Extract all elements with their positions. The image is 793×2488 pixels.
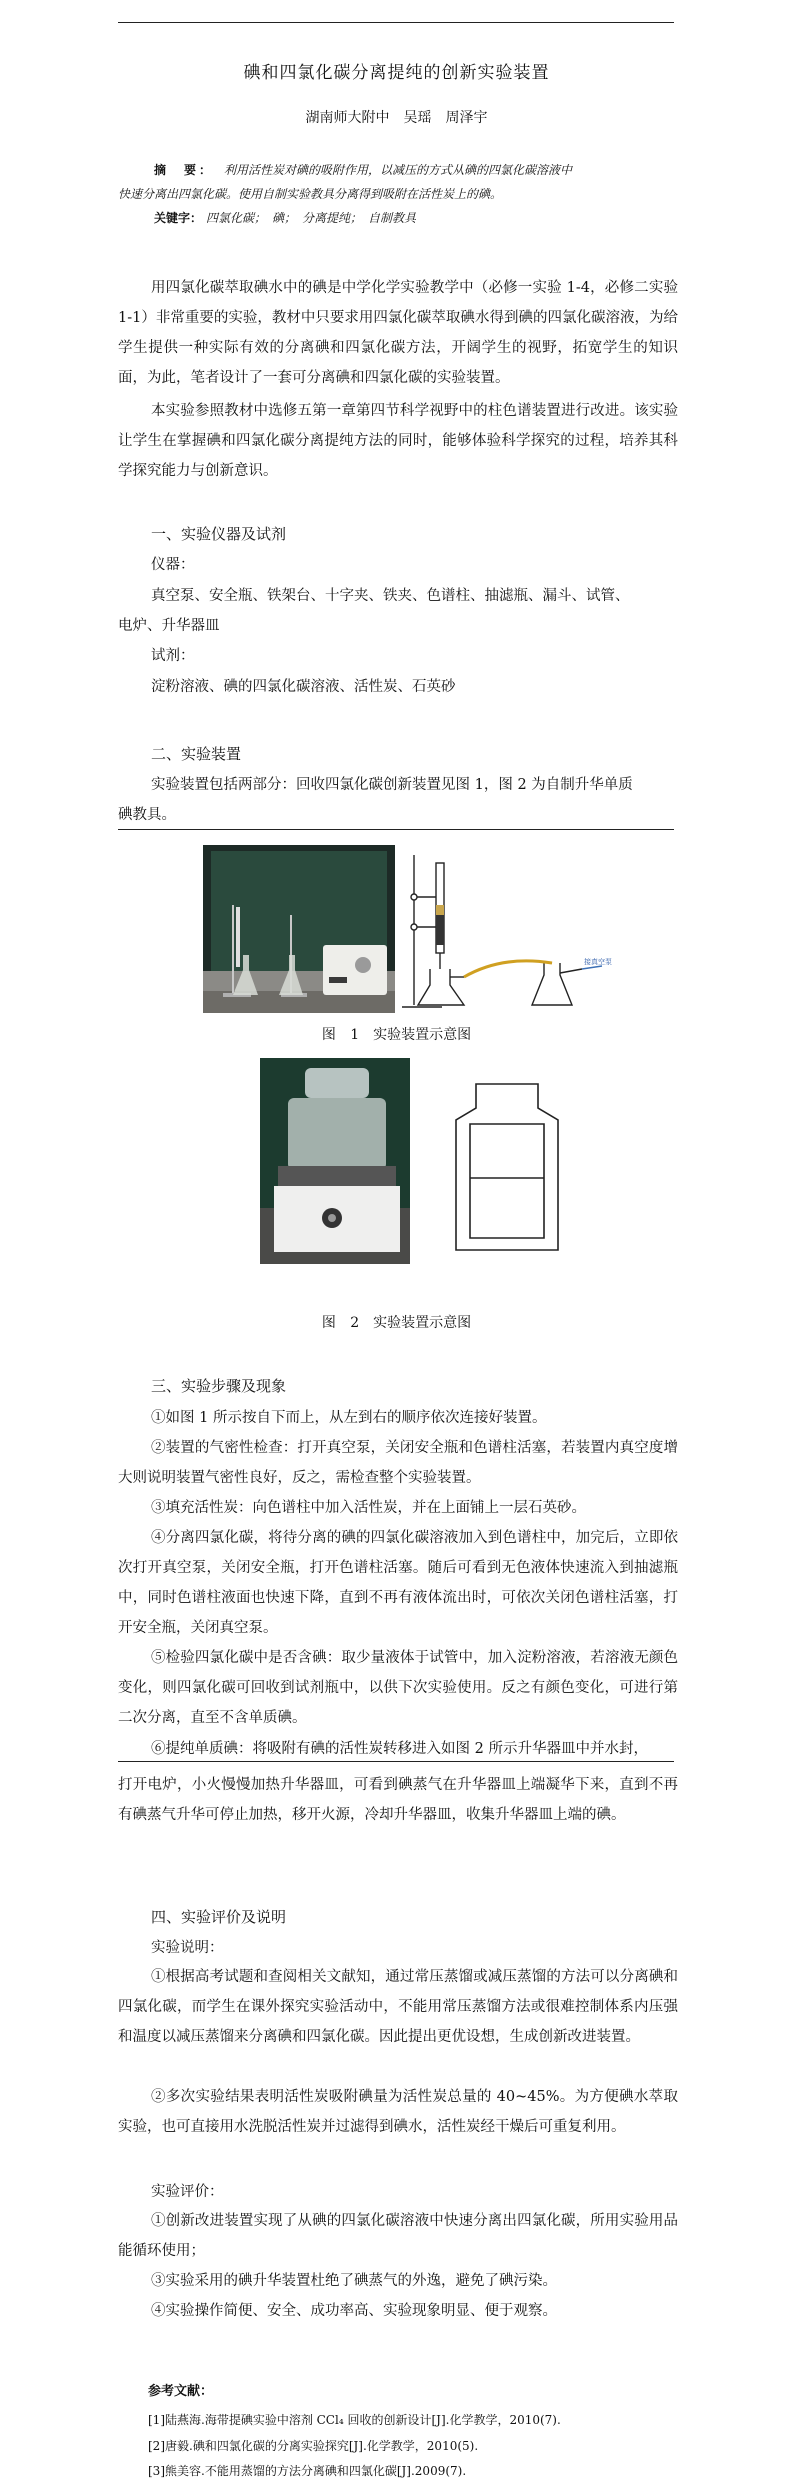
divider bbox=[118, 829, 674, 830]
notes-label: 实验说明： bbox=[151, 1940, 224, 1956]
instruments-label: 仪器： bbox=[151, 557, 195, 573]
evaluation-2: ③实验采用的碘升华装置杜绝了碘蒸气的外逸，避免了碘污染。 bbox=[151, 2273, 557, 2289]
step-1: ①如图 1 所示按自下而上，从左到右的顺序依次连接好装置。 bbox=[151, 1410, 547, 1426]
note-1: ①根据高考试题和查阅相关文献知，通过常压蒸馏或减压蒸馏的方法可以分离碘和四氯化碳，而学生在课外探究实验活动中，不能用常压蒸馏方法或很难控制体系内压强和温度以减压蒸馏来分离碘和四氯化碳。因此提出更优设想，生成创新改进装置。 bbox=[118, 1969, 678, 2045]
authors-line: 湖南师大附中 吴瑶 周泽宇 bbox=[305, 110, 488, 126]
reference-2: [2]唐毅.碘和四氯化碳的分离实验探究[J].化学教学，2010(5). bbox=[148, 2439, 479, 2453]
top-rule bbox=[118, 22, 674, 23]
apparatus-diagram bbox=[402, 845, 624, 1017]
reagents-label: 试剂： bbox=[151, 648, 195, 664]
evaluation-3: ④实验操作简便、安全、成功率高、实验现象明显、便于观察。 bbox=[151, 2303, 557, 2319]
abstract-line-2: 快速分离出四氯化碳。使用自制实验教具分离得到吸附在活性炭上的碘。 bbox=[118, 187, 503, 201]
instruments-line-2: 电炉、升华器皿 bbox=[118, 618, 220, 634]
sublimation-photo bbox=[260, 1058, 410, 1264]
apparatus-line-2: 碘教具。 bbox=[118, 807, 176, 823]
note-2: ②多次实验结果表明活性炭吸附碘量为活性炭总量的 40~45%。为方便碘水萃取实验，也可直接用水洗脱活性炭并过滤得到碘水，活性炭经干燥后可重复利用。 bbox=[118, 2089, 678, 2135]
figure-2-caption: 图 2 实验装置示意图 bbox=[321, 1315, 472, 1331]
evaluation-1: ①创新改进装置实现了从碘的四氯化碳溶液中快速分离出四氯化碳，所用实验用品能循环使用； bbox=[118, 2213, 678, 2259]
reference-3: [3]熊美容.不能用蒸馏的方法分离碘和四氯化碳[J].2009(7). bbox=[148, 2464, 467, 2478]
abstract bbox=[118, 158, 674, 230]
intro-paragraph-2: 本实验参照教材中选修五第一章第四节科学视野中的柱色谱装置进行改进。该实验让学生在掌握碘和四氯化碳分离提纯方法的同时，能够体验科学探究的过程，培养其科学探究能力与创新意识。 bbox=[118, 403, 678, 479]
figure-1-photo bbox=[203, 845, 395, 1013]
step-4: ④分离四氯化碳，将待分离的碘的四氯化碳溶液加入到色谱柱中，加完后，立即依次打开真空泵，关闭安全瓶，打开色谱柱活塞。随后可看到无色液体快速流入到抽滤瓶中，同时色谱柱液面也快速下降，直到不再有液体流出时，可依次关闭色谱柱活塞，打开安全瓶，关闭真空泵。 bbox=[118, 1530, 678, 1636]
abstract-line-1: 利用活性炭对碘的吸附作用，以减压的方式从碘的四氯化碳溶液中 bbox=[224, 163, 573, 177]
step-2: ②装置的气密性检查：打开真空泵，关闭安全瓶和色谱柱活塞，若装置内真空度增大则说明装置气密性良好，反之，需检查整个实验装置。 bbox=[118, 1440, 678, 1486]
figure-2-diagram bbox=[448, 1078, 568, 1258]
section-1-heading: 一、实验仪器及试剂 bbox=[151, 525, 287, 543]
instruments-line-1: 真空泵、安全瓶、铁架台、十字夹、铁夹、色谱柱、抽滤瓶、漏斗、试管、 bbox=[151, 588, 630, 604]
sublimation-diagram bbox=[448, 1078, 568, 1258]
divider-2 bbox=[118, 1761, 674, 1762]
references-heading: 参考文献： bbox=[148, 2384, 214, 2399]
abstract-label: 摘 要： bbox=[154, 163, 215, 177]
reagents-list: 淀粉溶液、碘的四氯化碳溶液、活性炭、石英砂 bbox=[151, 679, 456, 695]
step-6-continued: 打开电炉，小火慢慢加热升华器皿，可看到碘蒸气在升华器皿上端凝华下来，直到不再有碘蒸气升华可停止加热，移开火源，冷却升华器皿，收集升华器皿上端的碘。 bbox=[118, 1777, 678, 1823]
reference-1: [1]陆燕海.海带提碘实验中溶剂 CCl₄ 回收的创新设计[J].化学教学，2010(7). bbox=[148, 2413, 561, 2427]
vacuum-pump-label: 接真空泵 bbox=[584, 958, 612, 966]
keywords: 四氯化碳； 碘； 分离提纯； 自制教具 bbox=[206, 211, 417, 225]
figure-1-diagram bbox=[402, 845, 624, 1017]
step-5: ⑤检验四氯化碳中是否含碘：取少量液体于试管中，加入淀粉溶液，若溶液无颜色变化，则四氯化碳可回收到试剂瓶中，以供下次实验使用。反之有颜色变化，可进行第二次分离，直至不含单质碘。 bbox=[118, 1650, 678, 1726]
section-4-heading: 四、实验评价及说明 bbox=[151, 1908, 287, 1926]
section-2-heading: 二、实验装置 bbox=[151, 745, 242, 763]
figure-1-caption: 图 1 实验装置示意图 bbox=[321, 1027, 472, 1043]
keywords-label: 关键字： bbox=[154, 211, 203, 225]
section-3-heading: 三、实验步骤及现象 bbox=[151, 1377, 287, 1395]
figure-2-photo bbox=[260, 1058, 410, 1264]
apparatus-photo bbox=[203, 845, 395, 1013]
intro-paragraph-1: 用四氯化碳萃取碘水中的碘是中学化学实验教学中（必修一实验 1-4，必修二实验 1-1）非常重要的实验，教材中只要求用四氯化碳萃取碘水得到碘的四氯化碳溶液，为给学生提供一种实际有效的分离碘和四氯化碳方法，开阔学生的视野，拓宽学生的知识面，为此，笔者设计了一套可分离碘和四氯化碳的实验装置。 bbox=[118, 280, 678, 386]
apparatus-line-1: 实验装置包括两部分：回收四氯化碳创新装置见图 1，图 2 为自制升华单质 bbox=[151, 777, 633, 793]
step-3: ③填充活性炭：向色谱柱中加入活性炭，并在上面铺上一层石英砂。 bbox=[151, 1500, 586, 1516]
evaluation-label: 实验评价： bbox=[151, 2184, 224, 2200]
paper-title: 碘和四氯化碳分离提纯的创新实验装置 bbox=[243, 63, 550, 83]
step-6-line-1: ⑥提纯单质碘：将吸附有碘的活性炭转移进入如图 2 所示升华器皿中并水封， bbox=[151, 1741, 648, 1757]
